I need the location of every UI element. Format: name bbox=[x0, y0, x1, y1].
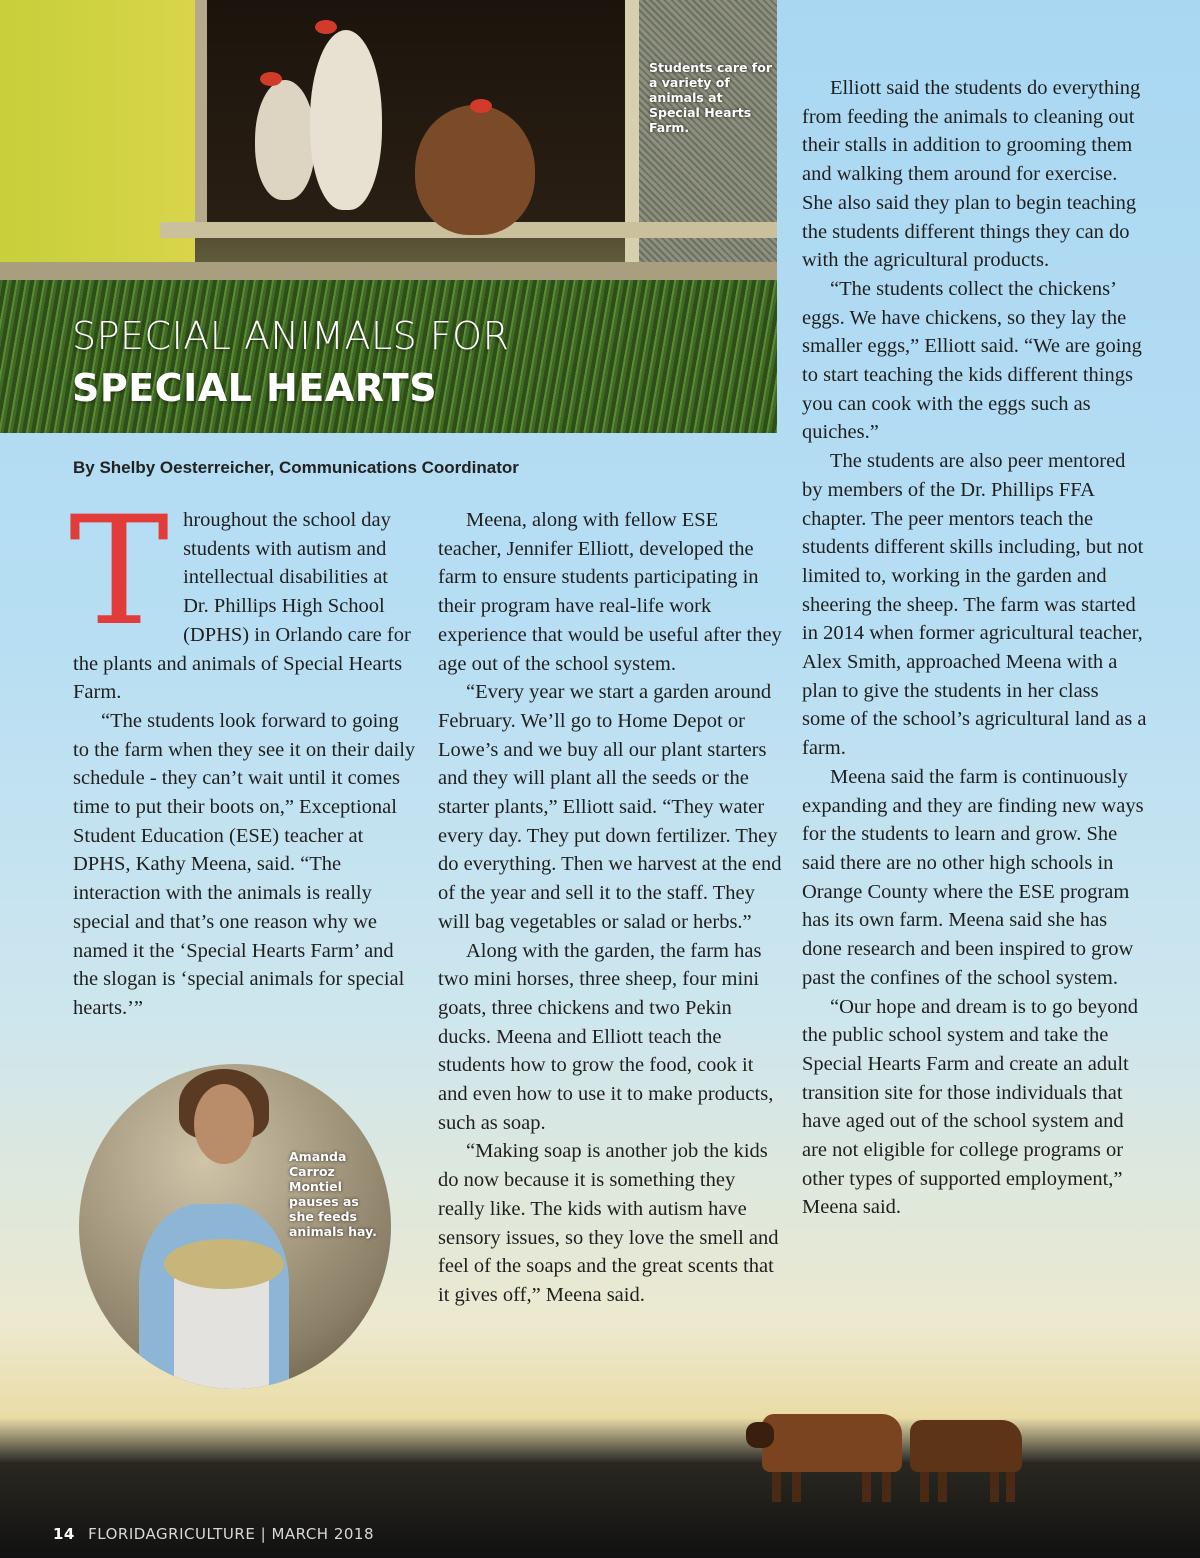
paragraph: “Our hope and dream is to go beyond the public school system and take the Special Hearts Farm and create an adult transition site for those individuals that have aged out of the school system and are not eligible for college programs or other types of supported employment,” Meena said. bbox=[802, 995, 1138, 1219]
paragraph: hroughout the school day students with autism and intellectual disabilities at Dr. Phillips High School (DPHS) in Orlando care for the plants and animals of Special Hearts Farm. bbox=[73, 509, 411, 704]
byline: By Shelby Oesterreicher, Communications Coordinator bbox=[73, 458, 519, 477]
cow-leg bbox=[772, 1472, 781, 1502]
cow-leg bbox=[792, 1472, 801, 1502]
cow-leg bbox=[862, 1472, 871, 1502]
hen-white-tall bbox=[310, 30, 382, 210]
hen-white-small bbox=[255, 80, 315, 200]
cow-leg bbox=[990, 1472, 999, 1502]
cow-head bbox=[746, 1422, 774, 1448]
paragraph: Meena said the farm is continuously expanding and they are finding new ways for the students to learn and grow. She said there are no other high schools in Orange County where the ESE program has its own farm. Meena said she has done research and been inspired to grow past the confines of the school system. bbox=[802, 765, 1144, 989]
cow-leg bbox=[1006, 1472, 1015, 1502]
ground-silhouette bbox=[0, 1462, 1200, 1558]
page-number: 14 bbox=[53, 1525, 75, 1543]
issue-date: MARCH 2018 bbox=[271, 1525, 375, 1543]
paragraph: Along with the garden, the farm has two mini horses, three sheep, four mini goats, three chickens and two Pekin ducks. Meena and Elliott teach the students how to grow the food, cook it and even how to use it to make products, such as soap. bbox=[438, 939, 774, 1134]
paragraph: Meena, along with fellow ESE teacher, Jennifer Elliott, developed the farm to ensure students participating in their program have real-life work experience that would be useful after they age out of the school system. bbox=[438, 509, 782, 675]
coop-mesh bbox=[625, 0, 777, 280]
drop-cap: T bbox=[69, 485, 170, 659]
paragraph: “Making soap is another job the kids do now because it is something they really like. The kids with autism have sensory issues, so they love the smell and feel of the soaps and the great scents that it gives off,” Meena said. bbox=[438, 1140, 779, 1306]
page-footer bbox=[53, 1525, 374, 1543]
paragraph: “The students look forward to going to the farm when they see it on their daily schedule - they can’t wait until it comes time to put their boots on,” Exceptional Student Education (ESE) teacher at DPHS, Kathy Meena, said. “The interaction with the animals is really special and that’s one reason why we named it the ‘Special Hearts Farm’ and the slogan is ‘special animals for special hearts.’” bbox=[73, 709, 416, 1019]
title-line-2: SPECIAL HEARTS bbox=[72, 366, 438, 410]
cow bbox=[910, 1420, 1022, 1472]
bucket bbox=[174, 1274, 269, 1389]
hay bbox=[164, 1239, 284, 1289]
cow-leg bbox=[882, 1472, 891, 1502]
article-column-2 bbox=[438, 506, 783, 1310]
paragraph: “Every year we start a garden around February. We’ll go to Home Depot or Lowe’s and we buy all our plant starters and they will plant all the seeds or the starter plants,” Elliott said. “They water every day. They put down fertilizer. They do everything. Then we harvest at the end of the year and sell it to the staff. They will bag vegetables or salad or herbs.” bbox=[438, 681, 782, 933]
paragraph: Elliott said the students do everything from feeding the animals to cleaning out their stalls in addition to grooming them and walking them around for exercise. She also said they plan to begin teaching the students different things they can do with the agricultural products. bbox=[802, 77, 1141, 272]
cow-leg bbox=[920, 1472, 929, 1502]
article-column-3 bbox=[802, 74, 1147, 1222]
footer-separator: | bbox=[260, 1525, 267, 1543]
cow bbox=[762, 1414, 902, 1472]
article-column-1 bbox=[69, 485, 418, 1023]
cow-leg bbox=[938, 1472, 947, 1502]
publication-name: FLORIDAGRICULTURE bbox=[88, 1525, 256, 1543]
hero-caption: Students care for a variety of animals at Special Hearts Farm. bbox=[649, 60, 772, 135]
paragraph: The students are also peer mentored by members of the Dr. Phillips FFA chapter. The peer mentors teach the students different skills including, but not limited to, working in the garden and sheering the sheep. The farm was started in 2014 when former agricultural teacher, Alex Smith, approached Meena with a plan to give the students in her class some of the school’s agricultural land as a farm. bbox=[802, 450, 1147, 760]
photo-caption: Amanda Carroz Montiel pauses as she feeds animals hay. bbox=[289, 1149, 377, 1239]
title-line-1: SPECIAL ANIMALS FOR bbox=[72, 314, 510, 358]
paragraph: “The students collect the chickens’ eggs. We have chickens, so they lay the smaller eggs,” Elliott said. “We are going to start teaching the kids different things you can cook with the eggs such as quiches.” bbox=[802, 277, 1142, 444]
coop-wall bbox=[0, 0, 195, 300]
hen-brown bbox=[415, 105, 535, 235]
face bbox=[194, 1084, 254, 1164]
